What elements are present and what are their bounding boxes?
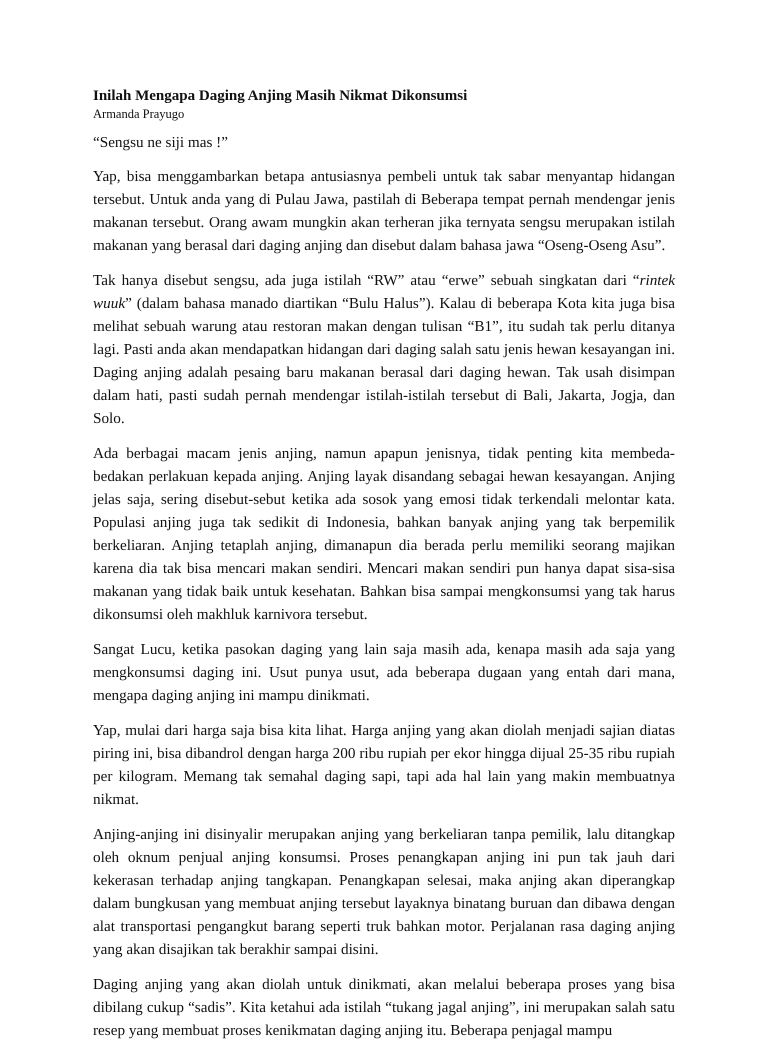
article-title: Inilah Mengapa Daging Anjing Masih Nikmat Dikonsumsi xyxy=(93,88,468,104)
paragraph-7: Daging anjing yang akan diolah untuk dinikmati, akan melalui beberapa proses yang bisa dibilang cukup “sadis”. Kita ketahui ada istilah “tukang jagal anjing”, ini merupakan salah satu resep yang membuat proses kenikmatan daging anjing itu. Beberapa penjagal mampu xyxy=(93,976,675,1039)
paragraph-1: Yap, bisa menggambarkan betapa antusiasnya pembeli untuk tak sabar menyantap hidangan tersebut. Untuk anda yang di Pulau Jawa, pastilah di Beberapa tempat pernah mendengar jenis makanan tersebut. Orang awam mungkin akan terheran jika ternyata sengsu merupakan istilah makanan yang berasal dari daging anjing dan disebut dalam bahasa jawa “Oseng-Oseng Asu”. xyxy=(93,168,675,254)
paragraph-2-italic-term: rintek wuuk xyxy=(93,272,675,312)
paragraph-2 xyxy=(93,269,675,430)
paragraph-2-end: ” (dalam bahasa manado diartikan “Bulu Halus”). Kalau di beberapa Kota kita juga bisa melihat sebuah warung atau restoran makan dengan tulisan “B1”, itu sudah tak perlu ditanya lagi. Pasti anda akan mendapatkan hidangan dari daging salah satu jenis hewan kesayangan ini. Daging anjing adalah pesaing baru makanan berasal dari daging hewan. Tak usah disimpan dalam hati, pasti sudah pernah mendengar istilah-istilah tersebut di Bali, Jakarta, Jogja, dan Solo. xyxy=(93,295,675,427)
opening-quote: “Sengsu ne siji mas !” xyxy=(93,134,228,151)
document-body xyxy=(93,87,675,1054)
paragraph-4: Sangat Lucu, ketika pasokan daging yang lain saja masih ada, kenapa masih ada saja yang mengkonsumsi daging ini. Usut punya usut, ada beberapa dugaan yang entah dari mana, mengapa daging anjing ini mampu dinikmati. xyxy=(93,641,675,704)
paragraph-2-start: Tak hanya disebut sengsu, ada juga istilah “RW” atau “erwe” sebuah singkatan dari “ xyxy=(93,272,640,289)
paragraph-3: Ada berbagai macam jenis anjing, namun apapun jenisnya, tidak penting kita membeda-bedakan perlakuan kepada anjing. Anjing layak disandang sebagai hewan kesayangan. Anjing jelas saja, sering disebut-sebut ketika ada sosok yang emosi tidak terkendali melontar kata. Populasi anjing juga tak sedikit di Indonesia, bahkan banyak anjing yang tak berpemilik berkeliaran. Anjing tetaplah anjing, dimanapun dia berada perlu memiliki seorang majikan karena dia tak bisa mencari makan sendiri. Mencari makan sendiri pun hanya dapat sisa-sisa makanan yang tidak baik untuk kesehatan. Bahkan bisa sampai mengkonsumsi yang tak harus dikonsumsi oleh makhluk karnivora tersebut. xyxy=(93,445,675,623)
paragraph-6: Anjing-anjing ini disinyalir merupakan anjing yang berkeliaran tanpa pemilik, lalu ditangkap oleh oknum penjual anjing konsumsi. Proses penangkapan anjing ini pun tak jauh dari kekerasan terhadap anjing tangkapan. Penangkapan selesai, maka anjing akan diperangkap dalam bungkusan yang membuat anjing tersebut layaknya binatang buruan dan dibawa dengan alat transportasi pengangkut barang seperti truk bahkan motor. Perjalanan rasa daging anjing yang akan disajikan tak berakhir sampai disini. xyxy=(93,826,675,958)
article-author: Armanda Prayugo xyxy=(93,107,185,121)
paragraph-5: Yap, mulai dari harga saja bisa kita lihat. Harga anjing yang akan diolah menjadi sajian diatas piring ini, bisa dibandrol dengan harga 200 ribu rupiah per ekor hingga dijual 25-35 ribu rupiah per kilogram. Memang tak semahal daging sapi, tapi ada hal lain yang makin membuatnya nikmat. xyxy=(93,722,675,808)
